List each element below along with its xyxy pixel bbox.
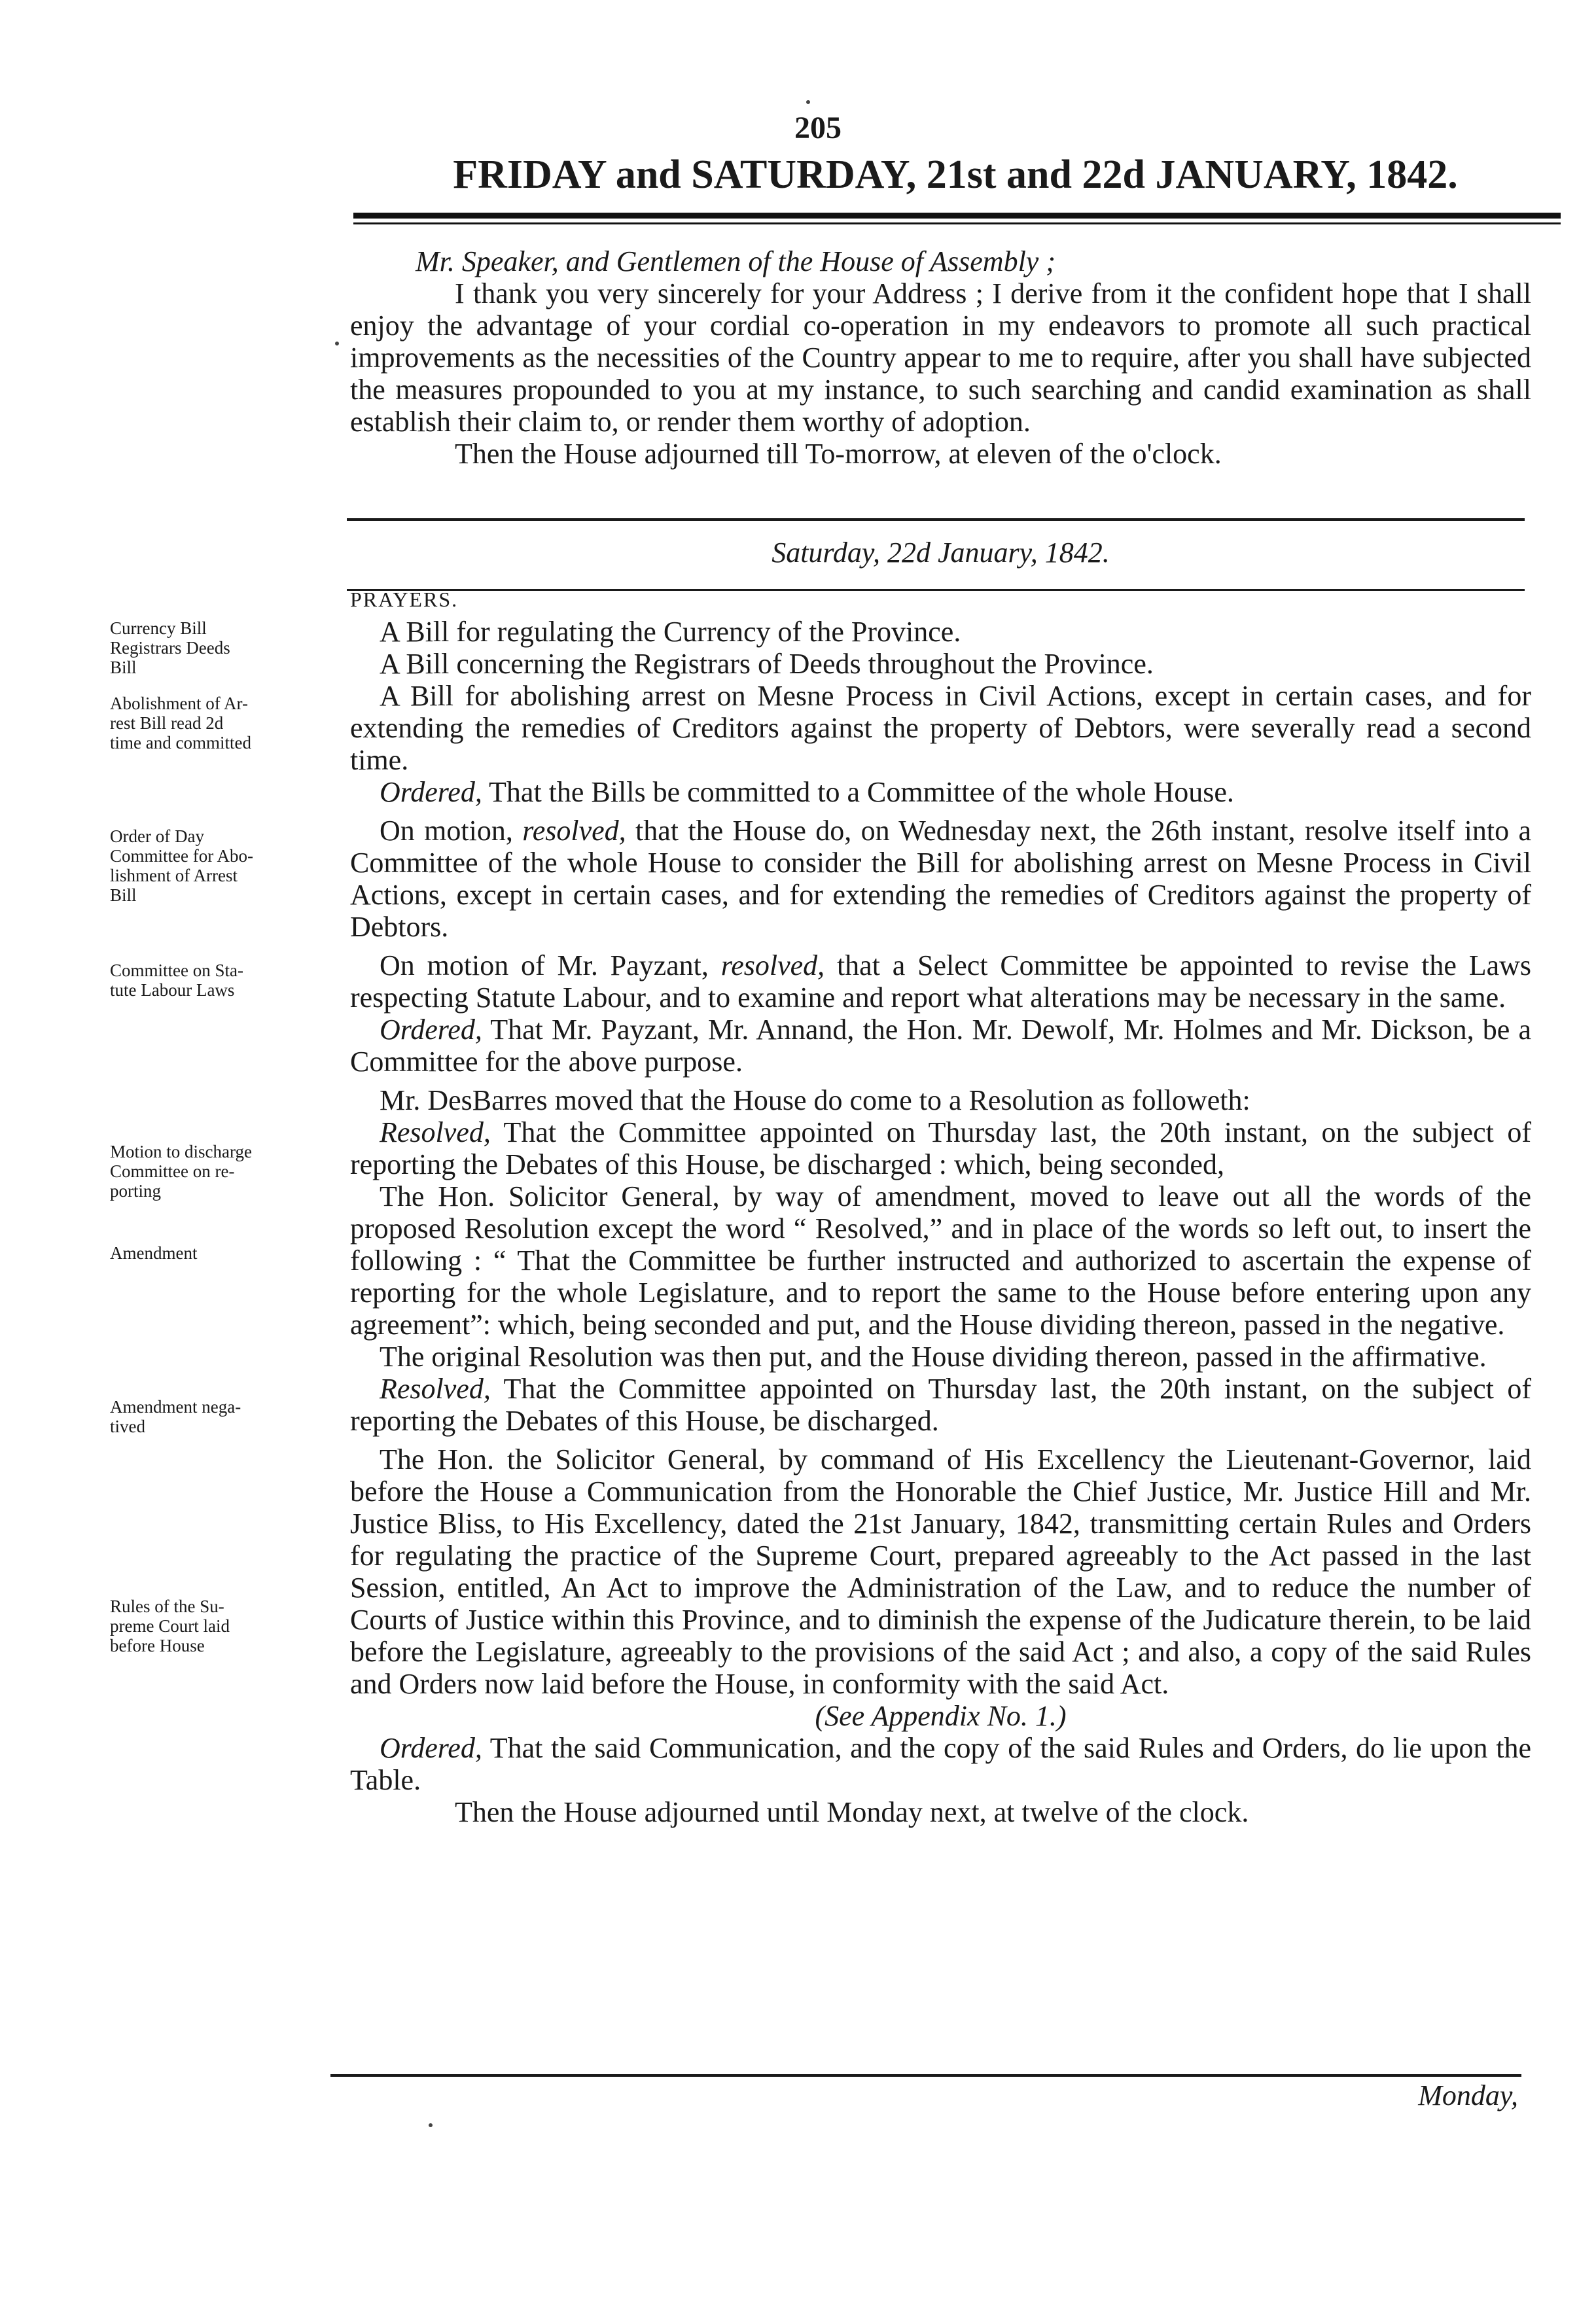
prayers-heading: PRAYERS.: [350, 588, 459, 611]
statute-text: that a Select Committee be appointed to revise the Laws respecting Statute Labour, and to examine and report what alterations may be necessary in the same.: [350, 949, 1531, 1014]
margin-line: Bill: [110, 658, 137, 677]
statute-resolved: resolved,: [720, 949, 825, 981]
margin-note-currency: [110, 618, 342, 638]
margin-line: before House: [110, 1636, 205, 1655]
order-day-prefix: On motion,: [380, 815, 513, 847]
margin-line: Bill: [110, 885, 137, 905]
see-appendix: (See Appendix No. 1.): [815, 1700, 1067, 1732]
bill-currency: A Bill for regulating the Currency of the Province.: [380, 616, 961, 648]
date-heading: Saturday, 22d January, 1842.: [771, 537, 1110, 569]
supreme-ordered-text: That the said Communication, and the copy of the said Rules and Orders, do lie upon the Table.: [350, 1732, 1531, 1796]
address-salutation: Mr. Speaker, and Gentlemen of the House of Assembly ;: [416, 245, 1055, 277]
order-day-text: that the House do, on Wednesday next, the 26th instant, resolve itself into a Committee of the whole House to consider the Bill for abolishing arrest on Mesne Process in Civil Actions, except in certain cases, and for extending the remedies of Creditors against the property of Debtors.: [350, 815, 1532, 943]
print-speck: [806, 100, 810, 104]
margin-line: Committee on re-: [110, 1161, 235, 1181]
bill-registrars: A Bill concerning the Registrars of Deeds throughout the Province.: [380, 648, 1154, 680]
bottom-rule: [330, 2074, 1521, 2077]
margin-line: Amendment: [110, 1243, 198, 1263]
margin-line: Rules of the Su-: [110, 1597, 224, 1616]
page-number: 205: [794, 111, 842, 145]
margin-note-statute-labour: [110, 961, 342, 1000]
address-text: I thank you very sincerely for your Address ; I derive from it the confident hope that I shall enjoy the advantage of your cordial co-operation in my endeavors to promote all such practical improvements as the necessities of the Country appear to me to require, after you shall have subjected the measures propounded to you at my instance, to such searching and candid examination as shall establish their claim to, or render them worthy of adoption.: [350, 277, 1531, 438]
reporting-resolved2-label: Resolved,: [380, 1373, 491, 1405]
supreme-court-text: The Hon. the Solicitor General, by command of His Excellency the Lieutenant-Governor, laid before the House a Communication from the Honorable the Chief Justice, Mr. Justice Hill and Mr. Justice Bliss, to His Excellency, dated the 21st January, 1842, transmitting certain Rules and Orders for regulating the practice of the Supreme Court, prepared agreeably to the Act passed in the last Session, entitled, An Act to improve the Administration of the Law, and to reduce the number of Courts of Justice within this Province, and to diminish the expense of the Judicature therein, to be laid before the Legislature, agreeably to the provisions of the said Act ; and also, a copy of the said Rules and Orders now laid before the House, in conformity with the said Act.: [350, 1443, 1531, 1700]
final-adjourn: Then the House adjourned until Monday next, at twelve of the clock.: [455, 1796, 1249, 1828]
ordered-label: Ordered,: [380, 776, 482, 808]
margin-note-rules-supreme: [110, 1597, 342, 1655]
page-title: FRIDAY and SATURDAY, 21st and 22d JANUARY, 1842.: [453, 152, 1458, 197]
bill-arrest: A Bill for abolishing arrest on Mesne Process in Civil Actions, except in certain cases, and for extending the remedies of Creditors against the property of Debtors, were severally read a second time.: [350, 680, 1531, 776]
reporting-motion: Mr. DesBarres moved that the House do come to a Resolution as followeth:: [380, 1084, 1250, 1116]
print-speck: [335, 342, 339, 345]
reporting-original: The original Resolution was then put, and the House dividing thereon, passed in the affirmative.: [380, 1341, 1487, 1373]
reporting-amendment: The Hon. Solicitor General, by way of amendment, moved to leave out all the words of the proposed Resolution except the word “ Resolved,” and in place of the words so left out, to insert the following : “ That the Committee be further instructed and authorized to ascertain the expense of reporting for the whole Legislature, and to report the same to the House before entering upon any agreement”: which, being seconded and put, and the House dividing thereon, passed in the negative.: [350, 1180, 1531, 1341]
margin-line: Committee on Sta-: [110, 961, 243, 980]
governor-reply: [350, 245, 1531, 470]
header-rule-thick: [353, 213, 1561, 219]
header-rule-thin: [353, 222, 1561, 224]
margin-note-abolishment: [110, 694, 342, 752]
statute-ordered-label: Ordered,: [380, 1014, 482, 1046]
margin-note-order-of-day: [110, 826, 342, 905]
ordered-text: That the Bills be committed to a Committee of the whole House.: [489, 776, 1234, 808]
address-adjourn: Then the House adjourned till To-morrow, at eleven of the o'clock.: [455, 438, 1222, 470]
margin-line: Committee for Abo-: [110, 846, 253, 866]
margin-line: Amendment nega-: [110, 1397, 241, 1417]
margin-line: Abolishment of Ar-: [110, 694, 248, 713]
margin-line: Motion to discharge: [110, 1142, 252, 1161]
order-day-resolved: resolved,: [522, 815, 626, 847]
margin-note-amendment-negatived: [110, 1397, 342, 1436]
margin-line: tute Labour Laws: [110, 980, 235, 1000]
margin-note-registrars: [110, 638, 342, 677]
margin-line: Registrars Deeds: [110, 638, 230, 658]
margin-line: time and committed: [110, 733, 251, 752]
reporting-resolved2-text: That the Committee appointed on Thursday last, the 20th instant, on the subject of reporting the Debates of this House, be discharged.: [350, 1373, 1531, 1437]
statute-ordered-text: That Mr. Payzant, Mr. Annand, the Hon. Mr. Dewolf, Mr. Holmes and Mr. Dickson, be a Committee for the above purpose.: [350, 1014, 1531, 1078]
margin-line: rest Bill read 2d: [110, 713, 224, 733]
statute-prefix: On motion of Mr. Payzant,: [380, 949, 709, 981]
margin-line: porting: [110, 1181, 161, 1201]
proceedings: [350, 584, 1531, 1828]
margin-line: tived: [110, 1417, 145, 1436]
margin-line: lishment of Arrest: [110, 866, 238, 885]
margin-line: preme Court laid: [110, 1616, 230, 1636]
catchword: Monday,: [1418, 2079, 1518, 2111]
reporting-resolved-label: Resolved,: [380, 1116, 491, 1148]
section-rule-1: [347, 518, 1525, 521]
reporting-resolved-text: That the Committee appointed on Thursday last, the 20th instant, on the subject of reporting the Debates of this House, be discharged : which, being seconded,: [350, 1116, 1531, 1180]
margin-note-amendment: [110, 1243, 342, 1263]
margin-line: Order of Day: [110, 826, 204, 846]
margin-line: Currency Bill: [110, 618, 207, 638]
print-speck: [429, 2123, 433, 2127]
margin-note-motion-discharge: [110, 1142, 342, 1201]
supreme-ordered-label: Ordered,: [380, 1732, 482, 1764]
